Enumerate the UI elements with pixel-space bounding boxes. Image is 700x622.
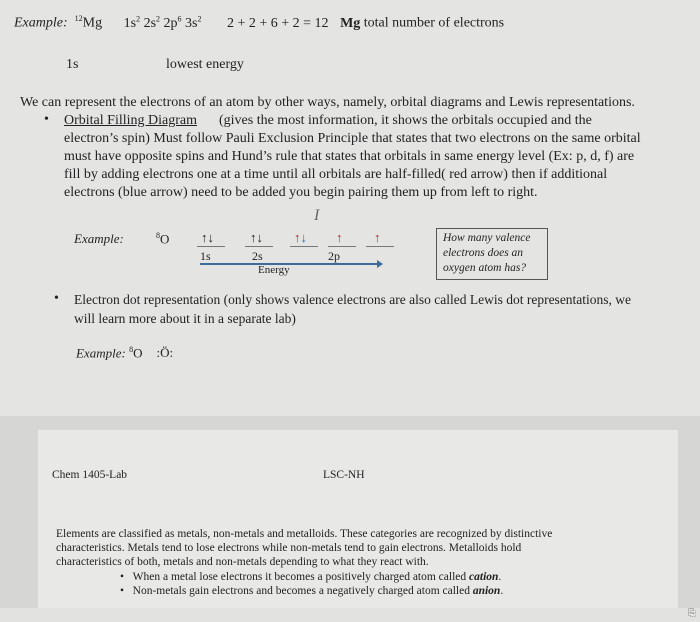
sum-text: total number of electrons bbox=[363, 15, 505, 31]
count: 2 bbox=[197, 14, 202, 23]
bullet1-line: must have opposite spins and Hund’s rule that states that orbitals in same energy level (Ex: p, d, f) are bbox=[64, 149, 635, 164]
bullet-dot: • bbox=[44, 112, 49, 127]
orbital: 2p bbox=[163, 15, 178, 31]
bullet1-line: fill by adding electrons one at a time until all orbitals are half-filled( red arrow) then if additional bbox=[64, 167, 608, 182]
footer-course: Chem 1405-Lab bbox=[52, 469, 128, 481]
orbital-line-2p bbox=[328, 246, 356, 247]
element: O bbox=[160, 231, 170, 247]
lewis-structure: :Ö: bbox=[156, 345, 174, 361]
text: When a metal lose electrons it becomes a positively charged atom called bbox=[132, 571, 470, 583]
paste-options-icon[interactable]: ⎘ bbox=[688, 608, 696, 619]
up-down-arrows-icon: ↑↓ bbox=[250, 230, 263, 245]
orbital: 1s bbox=[123, 15, 137, 31]
question-text: How many valence electrons does an oxygen atom has? bbox=[443, 232, 531, 274]
intro-paragraph: We can represent the electrons of an atom by other ways, namely, orbital diagrams and Lewis representations. bbox=[20, 95, 635, 110]
paragraph-line: characteristics. Metals tend to lose electrons while non-metals tend to gain electrons. Metalloids hold bbox=[56, 542, 522, 554]
orbital: 2s bbox=[143, 15, 157, 31]
oxygen-symbol bbox=[156, 231, 169, 247]
term: cation bbox=[469, 571, 499, 583]
lewis-example bbox=[76, 345, 173, 361]
anion-bullet: • Non-metals gain electrons and becomes a negatively charged atom called anion. bbox=[120, 585, 504, 597]
term: anion bbox=[472, 585, 501, 597]
element: Mg bbox=[82, 15, 103, 31]
up-down-arrows-icon: ↑↓ bbox=[294, 230, 307, 245]
bullet-dot: • bbox=[54, 291, 59, 306]
bullet1-line bbox=[64, 113, 592, 129]
orbital: 3s bbox=[185, 15, 198, 31]
orbital-line-2p bbox=[366, 246, 394, 247]
count: 6 bbox=[177, 14, 182, 23]
bottom-strip bbox=[0, 608, 700, 622]
atomic-number: 12 bbox=[74, 14, 83, 23]
count: 2 bbox=[136, 14, 141, 23]
orbital-label-1s: 1s bbox=[200, 249, 211, 263]
atomic-number: 8 bbox=[156, 231, 160, 240]
bullet2-line: Electron dot representation (only shows valence electrons are also called Lewis dot representations, we bbox=[74, 292, 632, 307]
orbital-line-2p bbox=[290, 246, 318, 247]
footer-college: LSC-NH bbox=[323, 469, 365, 481]
electron-config bbox=[124, 16, 205, 31]
mg-bold: Mg bbox=[340, 15, 361, 31]
o-example-label bbox=[74, 231, 124, 247]
text-cursor-icon: I bbox=[314, 207, 320, 224]
example-label: Example: bbox=[14, 15, 68, 31]
question-box bbox=[436, 228, 548, 280]
up-arrow-icon: ↑ bbox=[374, 230, 381, 245]
lowest-energy-note: lowest energy bbox=[166, 57, 244, 72]
orbital-label-2p: 2p bbox=[328, 249, 340, 263]
orbital-filling-title: Orbital Filling Diagram bbox=[64, 113, 197, 128]
energy-label: Energy bbox=[258, 264, 290, 276]
bullet2-line: will learn more about it in a separate lab) bbox=[74, 311, 296, 326]
electron-sum: 2 + 2 + 6 + 2 = 12 bbox=[226, 15, 329, 31]
orbital-line-2s bbox=[245, 246, 273, 247]
orbital-label-2s: 2s bbox=[252, 249, 263, 263]
count: 2 bbox=[156, 14, 161, 23]
label: Example: bbox=[76, 345, 126, 361]
element: O bbox=[133, 345, 143, 361]
orbital-line-1s bbox=[197, 246, 225, 247]
text: Non-metals gain electrons and becomes a negatively charged atom called bbox=[132, 585, 473, 597]
bullet1-line: electrons (blue arrow) need to be added you begin pairing them up from left to right. bbox=[64, 185, 538, 200]
text: (gives the most information, it shows the orbitals occupied and the bbox=[218, 113, 592, 128]
bullet1-line: electron’s spin) Must follow Pauli Exclusion Principle that states that two electrons on the same orbital bbox=[64, 131, 641, 146]
atomic-number: 8 bbox=[129, 345, 134, 354]
orbital-1s: 1s bbox=[66, 57, 79, 72]
paragraph-line: characteristics of both, metals and non-metals depending to what they react with. bbox=[56, 556, 429, 568]
paragraph-line: Elements are classified as metals, non-metals and metalloids. These categories are recognized by distinctive bbox=[56, 528, 553, 540]
cation-bullet: • When a metal lose electrons it becomes a positively charged atom called cation. bbox=[120, 571, 502, 583]
document-page-2 bbox=[38, 430, 678, 608]
up-down-arrows-icon: ↑↓ bbox=[201, 230, 214, 245]
mg-example-line bbox=[14, 14, 504, 32]
label: Example: bbox=[74, 231, 124, 246]
up-arrow-icon: ↑ bbox=[336, 230, 343, 245]
